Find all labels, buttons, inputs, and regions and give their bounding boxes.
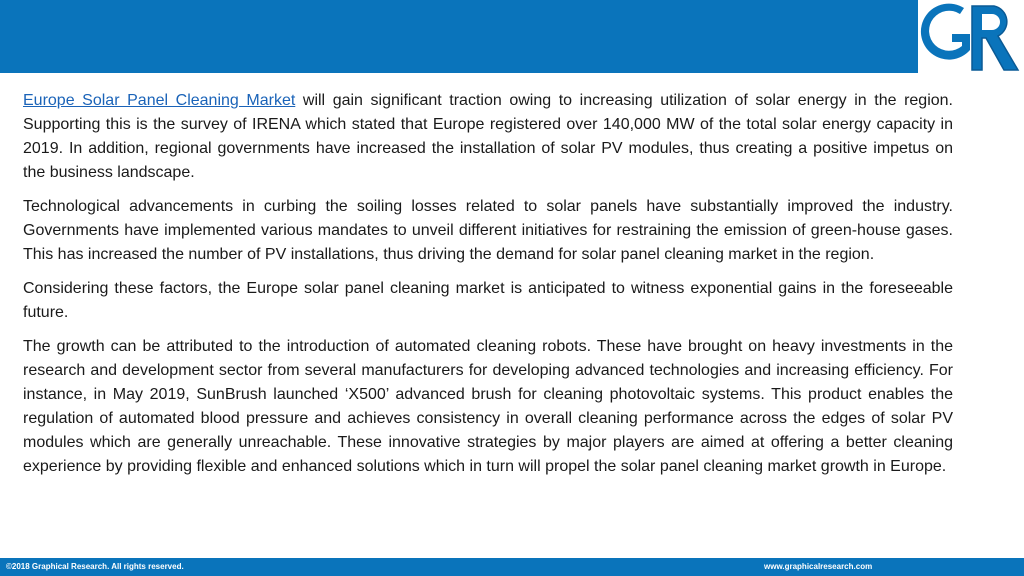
paragraph-2: Technological advancements in curbing the soiling losses related to solar panels have substantially improved the industry. Governments have implemented various mandates to unveil different initiatives for restraining the emission of green-house gases. This has increased the number of PV installations, thus driving the demand for solar panel cleaning market in the region. — [23, 198, 953, 263]
body-text — [23, 89, 953, 489]
paragraph-4: The growth can be attributed to the introduction of automated cleaning robots. These have brought on heavy investments in the research and development sector from several manufacturers for developing advanced technologies and increasing efficiency. For instance, in May 2019, SunBrush launched ‘X500’ advanced brush for cleaning photovoltaic systems. This product enables the regulation of automated blood pressure and achieves consistency in overall cleaning performance across the edges of solar PV modules which are generally unreachable. These innovative strategies by major players are aimed at offering a better cleaning experience by providing flexible and enhanced solutions which in turn will propel the solar panel cleaning market growth in Europe. — [23, 338, 953, 475]
copyright-text: ©2018 Graphical Research. All rights reserved. — [6, 562, 184, 571]
paragraph-1-text: will gain significant traction owing to increasing utilization of solar energy in the region. Supporting this is the survey of IRENA which stated that Europe registered over 140,000 MW of the total solar energy capacity in 2019. In addition, regional governments have increased the installation of solar PV modules, thus creating a positive impetus on the business landscape. — [23, 92, 954, 181]
market-report-link[interactable]: Europe Solar Panel Cleaning Market — [23, 92, 296, 109]
graphical-research-logo-icon[interactable] — [918, 0, 1024, 76]
paragraph-3: Considering these factors, the Europe solar panel cleaning market is anticipated to witness exponential gains in the foreseeable future. — [23, 280, 953, 321]
website-link[interactable]: www.graphicalresearch.com — [764, 562, 873, 571]
footer-bar — [0, 558, 1024, 576]
paragraph-1 — [23, 89, 953, 185]
header-bar — [0, 0, 1024, 73]
